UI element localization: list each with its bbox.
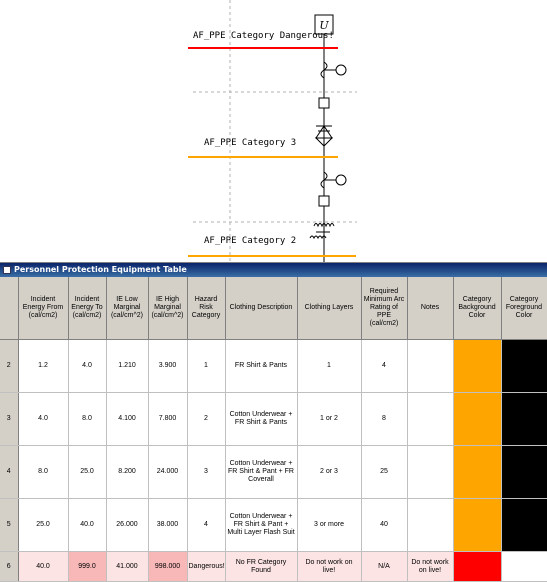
col-header-ie-low[interactable]: IE Low Marginal (cal/cm^2) [106,277,148,340]
cell-arc-rating[interactable]: 8 [361,393,407,446]
cell-fg-color-swatch[interactable] [501,446,547,499]
cell-notes[interactable] [407,499,453,552]
cell-ie-high[interactable]: 3.900 [148,340,187,393]
cell-notes[interactable] [407,446,453,499]
cell-hazard-category[interactable]: Dangerous! [187,552,225,582]
cell-hazard-category[interactable]: 4 [187,499,225,552]
cell-arc-rating[interactable]: 4 [361,340,407,393]
row-header[interactable]: 6 [0,552,18,582]
cell-bg-color-swatch[interactable] [453,446,501,499]
cell-ie-high[interactable]: 24.000 [148,446,187,499]
cell-hazard-category[interactable]: 1 [187,340,225,393]
table-row-selected[interactable] [0,552,547,582]
cell-notes[interactable]: Do not work on live! [407,552,453,582]
breaker-symbol[interactable] [319,196,329,206]
cell-ie-from[interactable]: 1.2 [18,340,68,393]
cell-bg-color-swatch[interactable] [453,552,501,582]
cell-clothing-description[interactable]: Cotton Underwear + FR Shirt & Pant + Multi Layer Flash Suit [225,499,297,552]
cell-ie-low[interactable]: 1.210 [106,340,148,393]
label-category-2[interactable]: AF_PPE Category 2 [204,236,297,246]
col-header-clothing-description[interactable]: Clothing Description [225,277,297,340]
row-header[interactable]: 4 [0,446,18,499]
table-row[interactable] [0,393,547,446]
table-row[interactable] [0,446,547,499]
cell-notes[interactable] [407,393,453,446]
relay-symbol[interactable] [321,62,346,78]
ppe-table [0,277,547,582]
cell-hazard-category[interactable]: 2 [187,393,225,446]
cell-ie-to[interactable]: 8.0 [68,393,106,446]
col-header-clothing-layers[interactable]: Clothing Layers [297,277,361,340]
cell-ie-to[interactable]: 4.0 [68,340,106,393]
col-header-notes[interactable]: Notes [407,277,453,340]
cell-bg-color-swatch[interactable] [453,393,501,446]
cell-ie-from[interactable]: 4.0 [18,393,68,446]
cell-clothing-layers[interactable]: 2 or 3 [297,446,361,499]
cell-ie-to[interactable]: 40.0 [68,499,106,552]
cell-clothing-description[interactable]: Cotton Underwear + FR Shirt & Pant + FR Coverall [225,446,297,499]
transformer-coil-symbol[interactable] [310,224,334,239]
col-header-fg-color[interactable]: Category Foreground Color [501,277,547,340]
utility-source-label: U [319,19,329,32]
cell-fg-color-swatch[interactable] [501,499,547,552]
header-row [0,277,547,340]
window-title: Personnel Protection Equipment Table [14,265,187,274]
cell-ie-low[interactable]: 41.000 [106,552,148,582]
one-line-diagram [0,0,547,262]
relay-symbol[interactable] [321,172,346,188]
col-header-ie-from[interactable]: Incident Energy From (cal/cm2) [18,277,68,340]
cell-ie-high[interactable]: 7.800 [148,393,187,446]
col-header-arc-rating[interactable]: Required Minimum Arc Rating of PPE (cal/cm2) [361,277,407,340]
cell-clothing-layers[interactable]: 3 or more [297,499,361,552]
window-icon [3,266,11,274]
cell-clothing-description[interactable]: FR Shirt & Pants [225,340,297,393]
cell-ie-high[interactable]: 998.000 [148,552,187,582]
cell-clothing-layers[interactable]: Do not work on live! [297,552,361,582]
cell-clothing-layers[interactable]: 1 [297,340,361,393]
cell-arc-rating[interactable]: N/A [361,552,407,582]
cell-ie-from[interactable]: 40.0 [18,552,68,582]
cell-fg-color-swatch[interactable] [501,552,547,582]
corner-header[interactable] [0,277,18,340]
row-header[interactable]: 5 [0,499,18,552]
cell-ie-to[interactable]: 999.0 [68,552,106,582]
cell-hazard-category[interactable]: 3 [187,446,225,499]
cell-ie-high[interactable]: 38.000 [148,499,187,552]
table-row[interactable] [0,499,547,552]
col-header-bg-color[interactable]: Category Background Color [453,277,501,340]
cell-bg-color-swatch[interactable] [453,340,501,393]
cell-ie-low[interactable]: 26.000 [106,499,148,552]
cell-bg-color-swatch[interactable] [453,499,501,552]
row-header[interactable]: 2 [0,340,18,393]
cell-arc-rating[interactable]: 25 [361,446,407,499]
cell-notes[interactable] [407,340,453,393]
ppe-table-window [0,262,547,574]
cell-clothing-description[interactable]: No FR Category Found [225,552,297,582]
cell-clothing-description[interactable]: Cotton Underwear + FR Shirt & Pants [225,393,297,446]
cell-fg-color-swatch[interactable] [501,340,547,393]
cell-clothing-layers[interactable]: 1 or 2 [297,393,361,446]
cell-ie-from[interactable]: 25.0 [18,499,68,552]
cell-ie-low[interactable]: 4.100 [106,393,148,446]
cell-ie-low[interactable]: 8.200 [106,446,148,499]
col-header-hazard-category[interactable]: Hazard Risk Category [187,277,225,340]
label-category-3[interactable]: AF_PPE Category 3 [204,138,297,148]
cell-ie-from[interactable]: 8.0 [18,446,68,499]
col-header-ie-to[interactable]: Incident Energy To (cal/cm2) [68,277,106,340]
window-titlebar[interactable] [0,263,547,277]
cell-arc-rating[interactable]: 40 [361,499,407,552]
label-category-dangerous[interactable]: AF_PPE Category Dangerous! [193,31,334,41]
table-row[interactable] [0,340,547,393]
row-header[interactable]: 3 [0,393,18,446]
breaker-symbol[interactable] [319,98,329,108]
cell-fg-color-swatch[interactable] [501,393,547,446]
cell-ie-to[interactable]: 25.0 [68,446,106,499]
col-header-ie-high[interactable]: IE High Marginal (cal/cm^2) [148,277,187,340]
